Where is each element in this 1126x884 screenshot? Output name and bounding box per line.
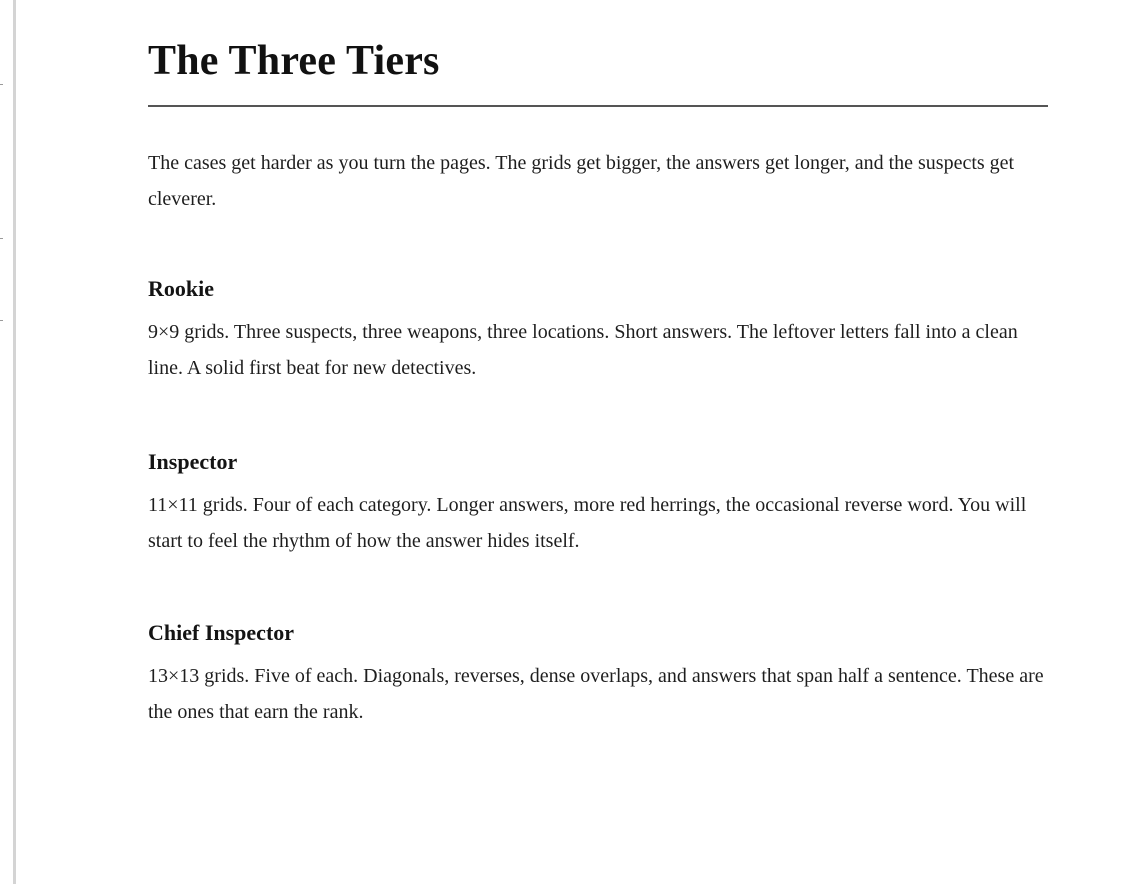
intro-paragraph: The cases get harder as you turn the pages. The grids get bigger, the answers get longer, and the suspects get cleverer. — [148, 152, 1015, 210]
tier-section-rookie — [148, 274, 1052, 386]
gutter-tick — [0, 320, 3, 321]
tier-description: 13×13 grids. Five of each. Diagonals, reverses, dense overlaps, and answers that span half a sentence. These are the ones that earn the rank. — [148, 665, 1044, 723]
tier-description: 11×11 grids. Four of each category. Longer answers, more red herrings, the occasional reverse word. You will start to feel the rhythm of how the answer hides itself. — [148, 494, 1027, 552]
tier-heading: Rookie — [148, 276, 214, 301]
gutter-tick — [0, 84, 3, 85]
page-left-gutter — [0, 0, 16, 884]
tier-heading: Chief Inspector — [148, 620, 295, 645]
document-page — [20, 0, 1126, 884]
tier-section-inspector — [148, 447, 1052, 559]
title-divider — [148, 105, 1048, 107]
tier-description: 9×9 grids. Three suspects, three weapons, three locations. Short answers. The leftover letters fall into a clean line. A solid first beat for new detectives. — [148, 321, 1018, 379]
page-content — [148, 34, 1052, 723]
page-title: The Three Tiers — [148, 38, 440, 84]
gutter-tick — [0, 238, 3, 239]
tier-section-chief-inspector — [148, 618, 1052, 730]
tier-heading: Inspector — [148, 449, 238, 474]
